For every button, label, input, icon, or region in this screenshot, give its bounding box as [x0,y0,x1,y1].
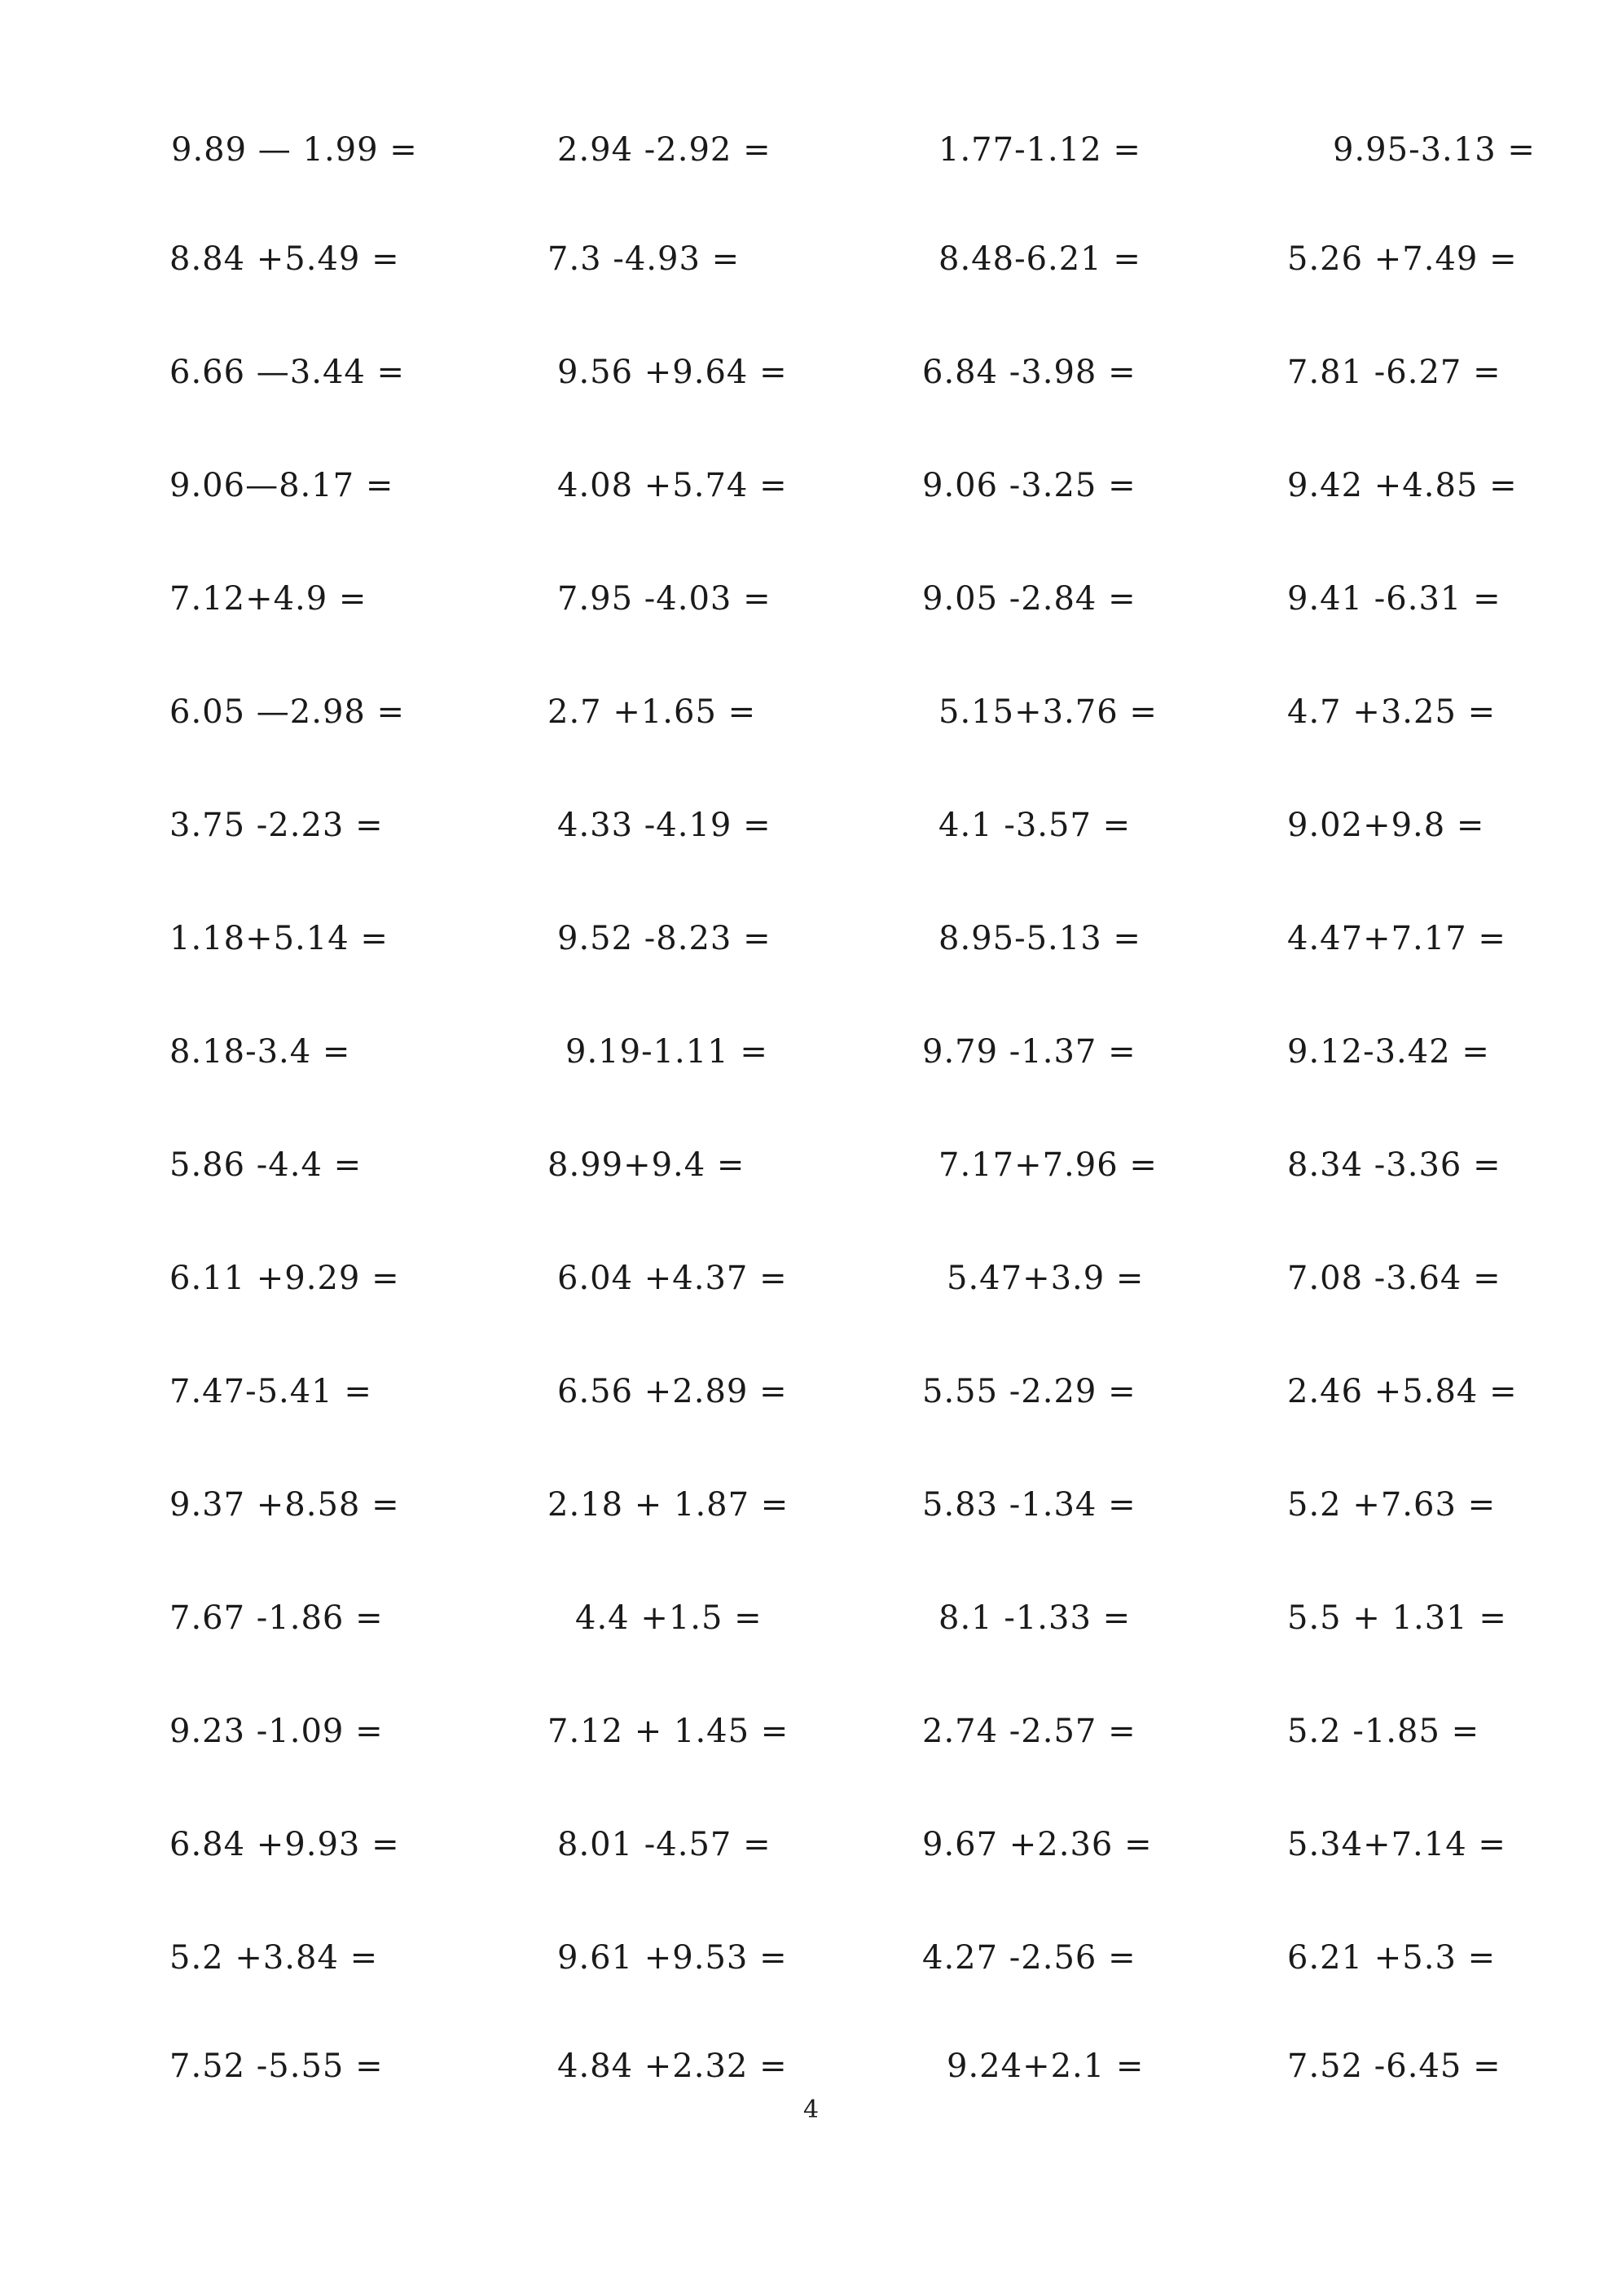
problem: 6.04 +4.37 = [557,1260,788,1297]
problem: 9.12-3.42 = [1287,1033,1490,1071]
problem: 4.27 -2.56 = [922,1939,1136,1977]
problem: 6.84 +9.93 = [169,1826,400,1863]
problem-row [0,125,1622,174]
problem: 2.74 -2.57 = [922,1713,1136,1750]
problem: 4.4 +1.5 = [575,1599,763,1637]
problem: 5.15+3.76 = [938,693,1158,731]
problem: 2.7 +1.65 = [547,693,757,731]
problem: 4.7 +3.25 = [1287,693,1497,731]
problem: 7.67 -1.86 = [169,1599,384,1637]
problem: 8.84 +5.49 = [169,240,400,278]
problem: 9.61 +9.53 = [557,1939,788,1977]
problem-row [0,1141,1622,1190]
problem: 5.2 -1.85 = [1287,1713,1480,1750]
problem: 7.08 -3.64 = [1287,1260,1501,1297]
problem-row [0,1594,1622,1643]
problem: 4.1 -3.57 = [938,807,1132,844]
problem: 6.56 +2.89 = [557,1373,788,1410]
problem: 9.06 -3.25 = [922,467,1136,504]
problem: 2.18 + 1.87 = [547,1486,789,1524]
problem: 7.12 + 1.45 = [547,1713,789,1750]
problem-row [0,348,1622,397]
problem: 4.47+7.17 = [1287,920,1506,957]
problem: 1.18+5.14 = [169,920,389,957]
problem: 9.42 +4.85 = [1287,467,1518,504]
problem: 2.94 -2.92 = [557,131,771,169]
problem: 5.86 -4.4 = [169,1146,363,1184]
problem: 8.18-3.4 = [169,1033,351,1071]
problem: 4.08 +5.74 = [557,467,788,504]
problem-row [0,574,1622,623]
problem: 9.67 +2.36 = [922,1826,1153,1863]
problem: 7.17+7.96 = [938,1146,1158,1184]
problem: 9.37 +8.58 = [169,1486,400,1524]
problem-row [0,1027,1622,1076]
problem: 9.06—8.17 = [169,467,394,504]
problem: 5.83 -1.34 = [922,1486,1136,1524]
problem: 9.02+9.8 = [1287,807,1485,844]
problem: 6.84 -3.98 = [922,354,1136,391]
problem: 9.23 -1.09 = [169,1713,384,1750]
problem-row [0,2042,1622,2091]
problem: 8.48-6.21 = [938,240,1141,278]
problem-row [0,914,1622,963]
problem: 9.56 +9.64 = [557,354,788,391]
problem-row [0,688,1622,737]
problem: 5.26 +7.49 = [1287,240,1518,278]
problem: 5.2 +3.84 = [169,1939,379,1977]
problem: 8.95-5.13 = [938,920,1141,957]
problem: 6.05 —2.98 = [169,693,406,731]
problem-row [0,801,1622,850]
problem-row [0,1367,1622,1416]
problem-row [0,461,1622,510]
problem: 9.79 -1.37 = [922,1033,1136,1071]
problem: 3.75 -2.23 = [169,807,384,844]
problem: 5.2 +7.63 = [1287,1486,1497,1524]
problem: 2.46 +5.84 = [1287,1373,1518,1410]
problem: 7.81 -6.27 = [1287,354,1501,391]
problem: 7.47-5.41 = [169,1373,372,1410]
problem: 9.05 -2.84 = [922,580,1136,618]
problem: 4.33 -4.19 = [557,807,771,844]
problem: 5.47+3.9 = [947,1260,1145,1297]
problem-row [0,1254,1622,1303]
problem: 9.41 -6.31 = [1287,580,1501,618]
problem-row [0,1480,1622,1529]
problem: 7.52 -5.55 = [169,2047,384,2085]
problem-row [0,1707,1622,1756]
problem: 5.55 -2.29 = [922,1373,1136,1410]
problem: 6.21 +5.3 = [1287,1939,1497,1977]
problem: 8.99+9.4 = [547,1146,745,1184]
problem: 5.34+7.14 = [1287,1826,1506,1863]
problem: 9.52 -8.23 = [557,920,771,957]
problem: 1.77-1.12 = [938,131,1141,169]
problem: 5.5 + 1.31 = [1287,1599,1507,1637]
problem: 7.52 -6.45 = [1287,2047,1501,2085]
problem: 8.34 -3.36 = [1287,1146,1501,1184]
problem: 7.3 -4.93 = [547,240,741,278]
problem-row [0,1933,1622,1982]
problem: 7.95 -4.03 = [557,580,771,618]
problem: 8.1 -1.33 = [938,1599,1132,1637]
problem: 9.95-3.13 = [1333,131,1536,169]
problem: 7.12+4.9 = [169,580,367,618]
problem: 9.19-1.11 = [565,1033,768,1071]
problem-row [0,235,1622,284]
problem: 6.66 —3.44 = [169,354,406,391]
problem: 9.24+2.1 = [947,2047,1145,2085]
problem: 9.89 — 1.99 = [171,131,418,169]
problem: 4.84 +2.32 = [557,2047,788,2085]
problem: 8.01 -4.57 = [557,1826,771,1863]
page-number: 4 [802,2096,820,2124]
problem-row [0,1820,1622,1869]
problem: 6.11 +9.29 = [169,1260,400,1297]
